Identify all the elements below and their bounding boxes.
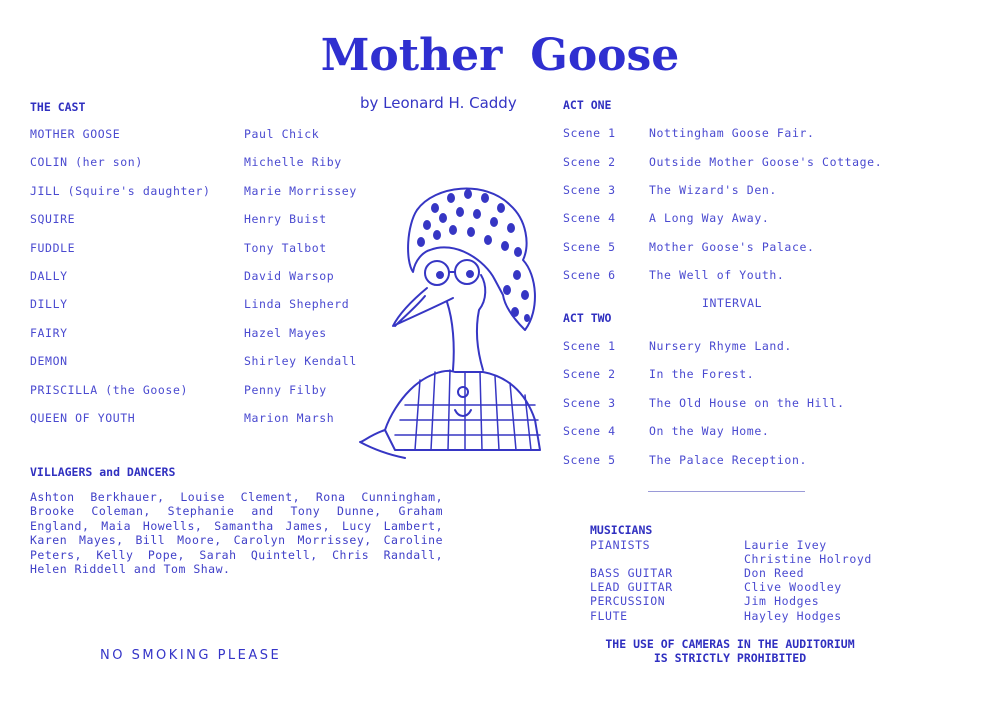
cast-actor: Penny Filby (244, 383, 327, 397)
camera-notice-line1: THE USE OF CAMERAS IN THE AUDITORIUM (605, 637, 855, 651)
act-one-heading: ACT ONE (563, 98, 612, 112)
cast-role: PRISCILLA (the Goose) (30, 383, 188, 397)
musician-name: Christine Holroyd (744, 552, 872, 566)
scene-desc: Mother Goose's Palace. (649, 240, 815, 254)
scene-label: Scene 6 (563, 268, 616, 282)
no-smoking-notice: NO SMOKING PLEASE (100, 648, 282, 663)
cast-role: SQUIRE (30, 212, 76, 226)
scene-desc: The Well of Youth. (649, 268, 785, 282)
cast-role: MOTHER GOOSE (30, 127, 121, 141)
villagers-text: Ashton Berkhauer, Louise Clement, Rona Cunningham, Brooke Coleman, Stephanie and Tony Dunne, Graham England, Maia Howells, Samantha James, Lucy Lambert, Karen Mayes, Bill Moore, Carolyn Morrissey, Caroline Peters, Kelly Pope, Sarah Quintell, Chris Randall, Helen Riddell and Tom Shaw. (30, 490, 443, 577)
cast-role: DEMON (30, 354, 68, 368)
cast-actor: Michelle Riby (244, 155, 342, 169)
cast-role: JILL (Squire's daughter) (30, 184, 211, 198)
cast-role: COLIN (her son) (30, 155, 143, 169)
villagers-heading: VILLAGERS and DANCERS (30, 465, 176, 479)
musician-role: PERCUSSION (590, 594, 666, 608)
scene-label: Scene 5 (563, 240, 616, 254)
act-two-heading: ACT TWO (563, 311, 612, 325)
musician-role: PIANISTS (590, 538, 651, 552)
cast-actor: Linda Shepherd (244, 297, 350, 311)
scene-label: Scene 4 (563, 424, 616, 438)
scene-label: Scene 5 (563, 453, 616, 467)
byline: by Leonard H. Caddy (360, 94, 517, 112)
cast-role: FAIRY (30, 326, 68, 340)
divider (648, 491, 805, 492)
scene-label: Scene 3 (563, 183, 616, 197)
scene-desc: A Long Way Away. (649, 211, 770, 225)
cast-actor: Marion Marsh (244, 411, 335, 425)
beak (393, 288, 453, 326)
musician-name: Clive Woodley (744, 580, 842, 594)
cast-actor: Henry Buist (244, 212, 327, 226)
musician-name: Don Reed (744, 566, 805, 580)
cast-actor: Marie Morrissey (244, 184, 357, 198)
scene-desc: The Wizard's Den. (649, 183, 777, 197)
musician-name: Hayley Hodges (744, 609, 842, 623)
scene-desc: Nursery Rhyme Land. (649, 339, 792, 353)
musician-name: Laurie Ivey (744, 538, 827, 552)
musician-role: LEAD GUITAR (590, 580, 673, 594)
scene-desc: Outside Mother Goose's Cottage. (649, 155, 883, 169)
shawl (385, 371, 540, 450)
cast-actor: Paul Chick (244, 127, 320, 141)
goose-illustration (355, 180, 560, 475)
interval-label: INTERVAL (702, 296, 763, 310)
scene-label: Scene 2 (563, 367, 616, 381)
musician-name: Jim Hodges (744, 594, 820, 608)
cast-actor: Tony Talbot (244, 241, 327, 255)
scene-label: Scene 1 (563, 126, 616, 140)
title-word-mother: Mother (320, 30, 503, 81)
cast-role: FUDDLE (30, 241, 76, 255)
scene-desc: Nottingham Goose Fair. (649, 126, 815, 140)
scene-label: Scene 4 (563, 211, 616, 225)
musician-role: FLUTE (590, 609, 628, 623)
cast-role: QUEEN OF YOUTH (30, 411, 136, 425)
musician-role: BASS GUITAR (590, 566, 673, 580)
cast-actor: David Warsop (244, 269, 335, 283)
cast-heading: THE CAST (30, 100, 86, 114)
camera-notice-line2: IS STRICTLY PROHIBITED (653, 651, 807, 665)
scene-desc: On the Way Home. (649, 424, 770, 438)
cast-actor: Shirley Kendall (244, 354, 357, 368)
cast-actor: Hazel Mayes (244, 326, 327, 340)
cast-role: DILLY (30, 297, 68, 311)
cast-role: DALLY (30, 269, 68, 283)
scene-label: Scene 1 (563, 339, 616, 353)
scene-desc: The Palace Reception. (649, 453, 807, 467)
scene-label: Scene 3 (563, 396, 616, 410)
scene-desc: In the Forest. (649, 367, 755, 381)
scene-label: Scene 2 (563, 155, 616, 169)
page-title (0, 30, 1000, 81)
musicians-heading: MUSICIANS (590, 523, 653, 537)
scene-desc: The Old House on the Hill. (649, 396, 845, 410)
title-word-goose: Goose (530, 30, 680, 81)
